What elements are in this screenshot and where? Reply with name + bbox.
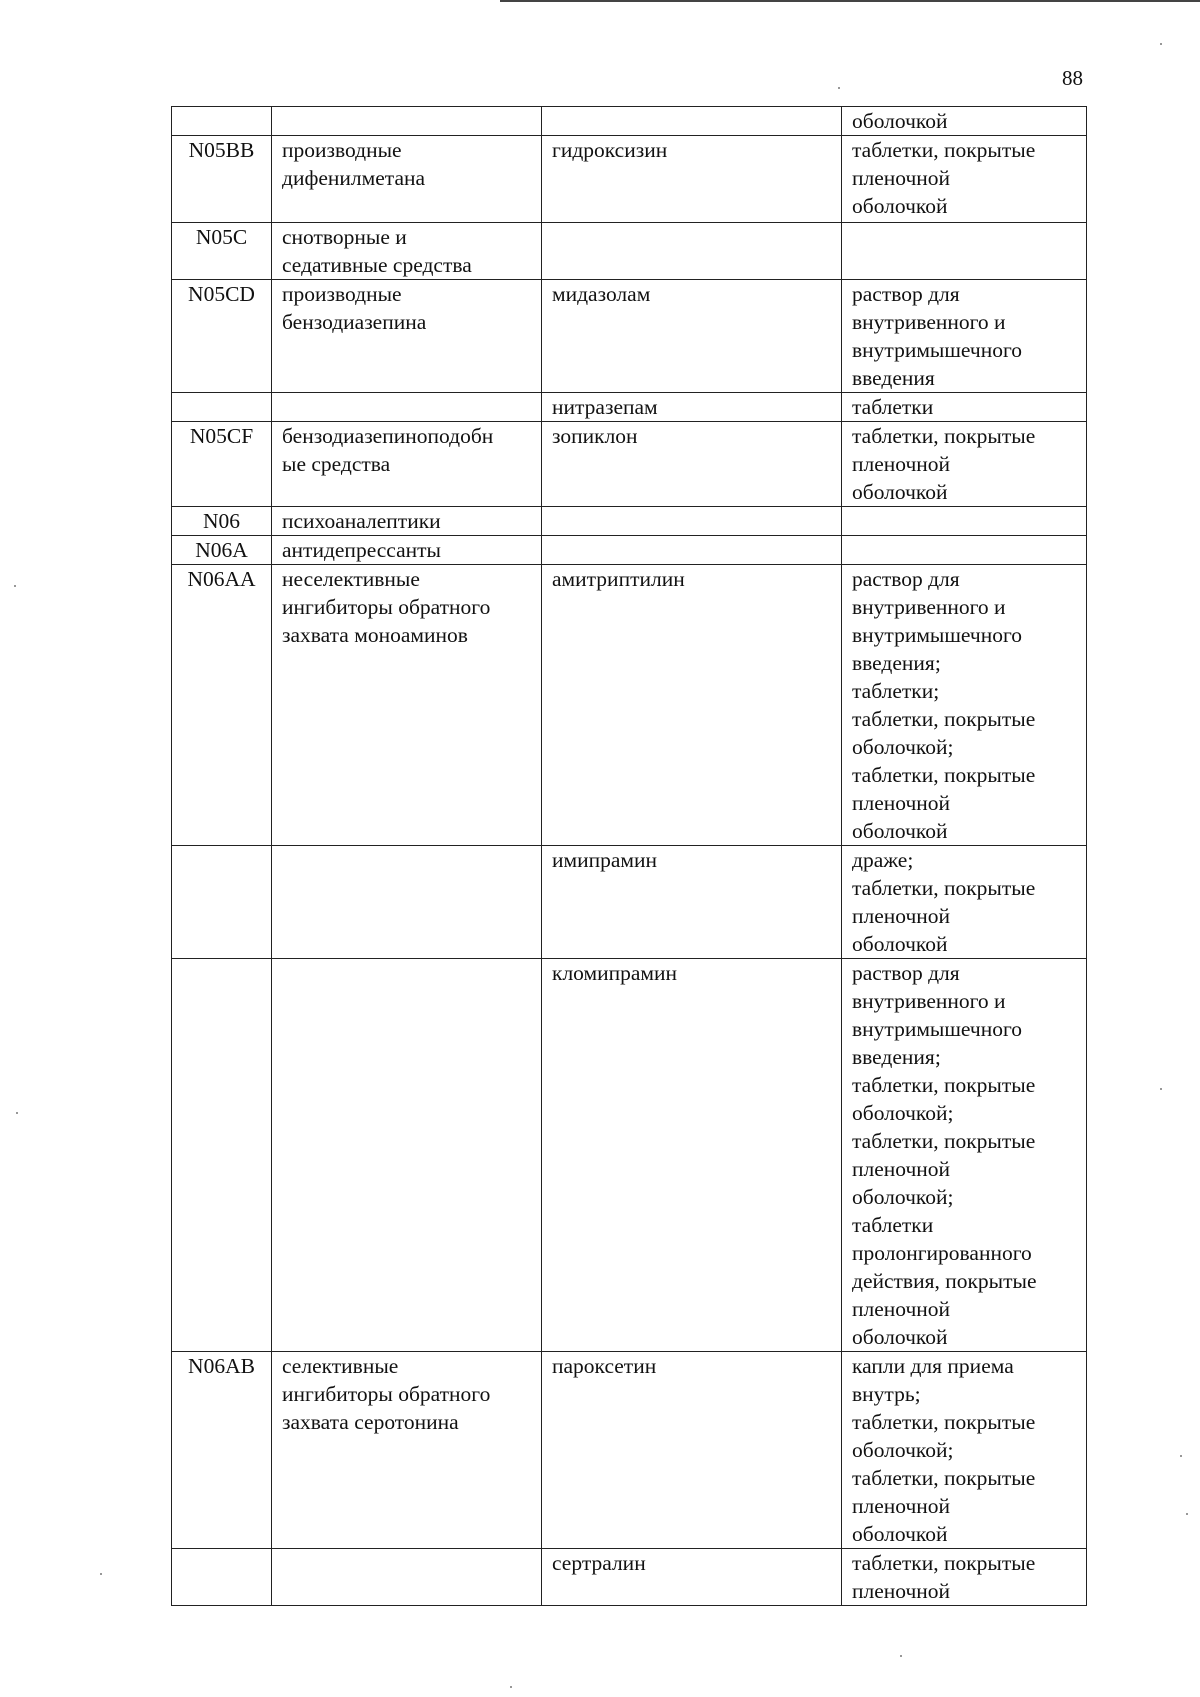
drug-name-cell: пароксетин — [542, 1352, 842, 1549]
dosage-form-cell: раствор для внутривенного и внутримышечного введения; таблетки; таблетки, покрытые оболочкой; таблетки, покрытые пленочной оболочкой — [842, 565, 1087, 846]
atc-code-cell: N05BB — [172, 136, 272, 223]
group-cell — [272, 959, 542, 1352]
dosage-form-cell: таблетки — [842, 393, 1087, 422]
atc-code-cell: N06AB — [172, 1352, 272, 1549]
table-row — [172, 1352, 1087, 1549]
scan-speck — [14, 585, 16, 587]
table-row — [172, 565, 1087, 846]
drug-name-cell: зопиклон — [542, 422, 842, 507]
table-row — [172, 846, 1087, 959]
dosage-form-cell: драже; таблетки, покрытые пленочной оболочкой — [842, 846, 1087, 959]
atc-code-cell — [172, 959, 272, 1352]
scan-speck — [900, 1655, 902, 1657]
atc-code-cell — [172, 846, 272, 959]
group-cell: психоаналептики — [272, 507, 542, 536]
drug-name-cell — [542, 107, 842, 136]
dosage-form-cell: раствор для внутривенного и внутримышечного введения; таблетки, покрытые оболочкой; таблетки, покрытые пленочной оболочкой; таблетки пролонгированного действия, покрытые пленочной оболочкой — [842, 959, 1087, 1352]
group-cell: селективные ингибиторы обратного захвата серотонина — [272, 1352, 542, 1549]
dosage-form-cell — [842, 507, 1087, 536]
table-row — [172, 422, 1087, 507]
group-cell: антидепрессанты — [272, 536, 542, 565]
group-cell: бензодиазепиноподобн ые средства — [272, 422, 542, 507]
dosage-form-cell — [842, 223, 1087, 280]
dosage-form-cell: таблетки, покрытые пленочной — [842, 1549, 1087, 1606]
drug-name-cell — [542, 536, 842, 565]
scan-speck — [1186, 1513, 1188, 1515]
dosage-form-cell: оболочкой — [842, 107, 1087, 136]
dosage-form-cell — [842, 536, 1087, 565]
dosage-form-cell: таблетки, покрытые пленочной оболочкой — [842, 422, 1087, 507]
group-cell: производные бензодиазепина — [272, 280, 542, 393]
atc-code-cell: N06 — [172, 507, 272, 536]
table-row — [172, 280, 1087, 393]
dosage-form-cell: раствор для внутривенного и внутримышечного введения — [842, 280, 1087, 393]
table-row — [172, 1549, 1087, 1606]
table-row — [172, 393, 1087, 422]
drug-name-cell: нитразепам — [542, 393, 842, 422]
drug-name-cell: кломипрамин — [542, 959, 842, 1352]
atc-code-cell: N05CF — [172, 422, 272, 507]
atc-code-cell: N05CD — [172, 280, 272, 393]
drug-table-body — [172, 107, 1087, 1606]
table-row — [172, 959, 1087, 1352]
group-cell: неселективные ингибиторы обратного захвата моноаминов — [272, 565, 542, 846]
group-cell: производные дифенилметана — [272, 136, 542, 223]
scan-speck — [1160, 43, 1162, 45]
scan-speck — [1160, 1088, 1162, 1090]
drug-name-cell: амитриптилин — [542, 565, 842, 846]
table-row — [172, 136, 1087, 223]
atc-code-cell — [172, 1549, 272, 1606]
drug-name-cell: имипрамин — [542, 846, 842, 959]
group-cell — [272, 107, 542, 136]
table-row — [172, 507, 1087, 536]
atc-code-cell — [172, 107, 272, 136]
atc-code-cell: N06A — [172, 536, 272, 565]
scan-speck — [838, 87, 840, 89]
drug-table — [171, 106, 1087, 1606]
atc-code-cell: N06AA — [172, 565, 272, 846]
scan-speck — [16, 1112, 18, 1114]
dosage-form-cell: капли для приема внутрь; таблетки, покрытые оболочкой; таблетки, покрытые пленочной оболочкой — [842, 1352, 1087, 1549]
scan-speck — [1180, 1455, 1182, 1457]
group-cell — [272, 393, 542, 422]
page-number: 88 — [1062, 66, 1083, 90]
table-row — [172, 223, 1087, 280]
scan-speck — [510, 1686, 512, 1688]
drug-name-cell: мидазолам — [542, 280, 842, 393]
scan-speck — [100, 1573, 102, 1575]
drug-name-cell: сертралин — [542, 1549, 842, 1606]
table-row — [172, 107, 1087, 136]
group-cell — [272, 846, 542, 959]
drug-name-cell — [542, 507, 842, 536]
group-cell: снотворные и седативные средства — [272, 223, 542, 280]
group-cell — [272, 1549, 542, 1606]
drug-name-cell: гидроксизин — [542, 136, 842, 223]
dosage-form-cell: таблетки, покрытые пленочной оболочкой — [842, 136, 1087, 223]
drug-name-cell — [542, 223, 842, 280]
atc-code-cell — [172, 393, 272, 422]
atc-code-cell: N05C — [172, 223, 272, 280]
table-row — [172, 536, 1087, 565]
top-edge-line — [500, 0, 1200, 2]
